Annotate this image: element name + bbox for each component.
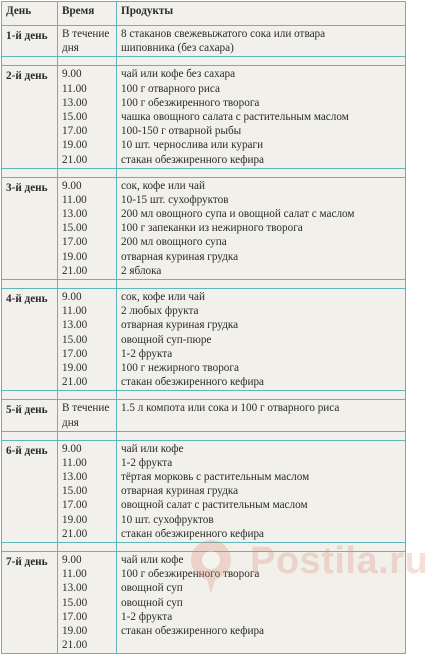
time-entry: 19.00 xyxy=(62,361,88,374)
product-entry: чай или кофе без сахара xyxy=(121,68,236,81)
day-cell xyxy=(2,289,58,391)
product-entry: 1-2 фрукта xyxy=(121,456,173,469)
day-label: 5-й день xyxy=(6,404,48,417)
product-entry: сок, кофе или чай xyxy=(121,291,205,303)
product-entry: тёртая морковь с растительным маслом xyxy=(121,471,310,484)
product-entry: 1.5 л компота или сока и 100 г отварного риса xyxy=(121,402,340,415)
time-entry: 19.00 xyxy=(62,139,88,152)
time-entry: 13.00 xyxy=(62,319,88,332)
time-entry: 21.00 xyxy=(62,639,88,652)
product-entry: 2 любых фрукта xyxy=(121,305,199,318)
header-day: День xyxy=(2,2,58,26)
spacer-cell xyxy=(58,543,117,552)
product-entry: 10 шт. чернослива или кураги xyxy=(121,139,264,152)
product-entry: стакан обезжиренного кефира xyxy=(121,624,265,637)
product-entry: 1-2 фрукта xyxy=(121,347,173,360)
products-cell xyxy=(117,177,406,279)
time-entry: 11.00 xyxy=(62,456,87,469)
row-spacer xyxy=(2,168,406,177)
product-entry: 100 г обезжиренного творога xyxy=(121,568,260,581)
time-entry: 19.00 xyxy=(62,250,88,263)
spacer-cell xyxy=(117,431,406,440)
products-cell xyxy=(117,400,406,431)
time-entry: 19.00 xyxy=(62,513,88,526)
products-cell xyxy=(117,26,406,57)
time-cell xyxy=(58,289,117,391)
day-cell xyxy=(2,66,58,168)
spacer-cell xyxy=(117,280,406,289)
spacer-cell xyxy=(2,57,58,66)
product-entry: сок, кофе или чай xyxy=(121,179,205,192)
day-label: 6-й день xyxy=(6,444,48,457)
product-entry: 100 г отварного риса xyxy=(121,82,220,95)
product-entry: овощной суп-пюре xyxy=(121,333,212,346)
time-entry: 15.00 xyxy=(62,485,88,498)
time-entry: 11.00 xyxy=(62,193,87,206)
spacer-cell xyxy=(117,168,406,177)
time-entry: 15.00 xyxy=(62,596,88,609)
day-label: 1-й день xyxy=(6,30,48,42)
table-row xyxy=(2,66,406,168)
time-entry: 9.00 xyxy=(62,68,82,81)
time-entry: В течение xyxy=(62,28,110,40)
day-cell xyxy=(2,440,58,542)
spacer-cell xyxy=(2,431,58,440)
time-entry: 17.00 xyxy=(62,125,88,138)
table-row xyxy=(2,400,406,431)
spacer-cell xyxy=(58,391,117,400)
time-entry: 21.00 xyxy=(62,264,88,277)
time-entry: 21.00 xyxy=(62,527,88,540)
time-entry: 17.00 xyxy=(62,499,88,512)
spacer-cell xyxy=(117,543,406,552)
table-body xyxy=(2,26,406,654)
time-entry: 13.00 xyxy=(62,471,88,484)
time-entry: 13.00 xyxy=(62,208,88,221)
time-cell xyxy=(58,177,117,279)
time-cell xyxy=(58,66,117,168)
time-entry: 21.00 xyxy=(62,153,88,166)
product-entry: 100 г обезжиренного творога xyxy=(121,96,260,109)
time-entry: 9.00 xyxy=(62,291,82,303)
spacer-cell xyxy=(2,168,58,177)
time-entry: 15.00 xyxy=(62,333,88,346)
time-entry: дня xyxy=(62,416,79,429)
product-entry: шиповника (без сахара) xyxy=(121,42,234,55)
product-entry: чашка овощного салата с растительным маслом xyxy=(121,110,349,123)
header-time: Время xyxy=(58,2,117,26)
spacer-cell xyxy=(2,280,58,289)
header-products: Продукты xyxy=(117,2,406,26)
product-entry: чай или кофе xyxy=(121,554,184,566)
day-label: 3-й день xyxy=(6,181,48,194)
day-cell xyxy=(2,26,58,57)
diet-plan-table xyxy=(1,1,406,654)
time-entry: 17.00 xyxy=(62,236,88,249)
product-entry: 200 мл овощного супа и овощной салат с маслом xyxy=(121,208,355,221)
product-entry: отварная куриная грудка xyxy=(121,319,239,332)
table-row xyxy=(2,177,406,279)
product-entry: стакан обезжиренного кефира xyxy=(121,153,265,166)
product-entry: 200 мл овощного супа xyxy=(121,236,227,249)
product-entry: овощной суп xyxy=(121,596,183,609)
time-entry: 15.00 xyxy=(62,222,88,235)
spacer-cell xyxy=(58,431,117,440)
watermark-text: Postila.ru xyxy=(250,540,428,582)
row-spacer xyxy=(2,57,406,66)
spacer-cell xyxy=(58,168,117,177)
day-cell xyxy=(2,400,58,431)
time-cell xyxy=(58,552,117,654)
time-cell xyxy=(58,26,117,57)
time-entry: В течение xyxy=(62,402,110,415)
product-entry: 100-150 г отварной рыбы xyxy=(121,125,242,138)
row-spacer xyxy=(2,543,406,552)
day-label: 2-й день xyxy=(6,70,48,83)
row-spacer xyxy=(2,280,406,289)
time-entry: 11.00 xyxy=(62,82,87,95)
product-entry: овощной салат с растительным маслом xyxy=(121,499,308,512)
product-entry: 10 шт. сухофруктов xyxy=(121,513,214,526)
table-row xyxy=(2,26,406,57)
product-entry: 2 яблока xyxy=(121,264,162,277)
day-cell xyxy=(2,177,58,279)
product-entry: отварная куриная грудка xyxy=(121,485,239,498)
spacer-cell xyxy=(2,391,58,400)
product-entry: 100 г нежирного творога xyxy=(121,361,239,374)
time-cell xyxy=(58,400,117,431)
time-entry: 13.00 xyxy=(62,582,88,595)
product-entry: 100 г запеканки из нежирного творога xyxy=(121,222,303,235)
row-spacer xyxy=(2,431,406,440)
products-cell xyxy=(117,552,406,654)
product-entry: отварная куриная грудка xyxy=(121,250,239,263)
row-spacer xyxy=(2,391,406,400)
spacer-cell xyxy=(2,543,58,552)
time-entry: 19.00 xyxy=(62,624,88,637)
time-entry: дня xyxy=(62,42,79,55)
product-entry: овощной суп xyxy=(121,582,183,595)
day-label: 4-й день xyxy=(6,293,48,305)
product-entry: 10-15 шт. сухофруктов xyxy=(121,193,229,206)
products-cell xyxy=(117,289,406,391)
product-entry: чай или кофе xyxy=(121,442,184,455)
time-entry: 15.00 xyxy=(62,110,88,123)
product-entry: 8 стаканов свежевыжатого сока или отвара xyxy=(121,28,326,40)
products-cell xyxy=(117,440,406,542)
table-header-row xyxy=(2,2,406,26)
spacer-cell xyxy=(58,57,117,66)
table-row xyxy=(2,289,406,391)
time-entry: 11.00 xyxy=(62,568,87,581)
day-label: 7-й день xyxy=(6,556,48,568)
time-entry: 9.00 xyxy=(62,554,82,566)
spacer-cell xyxy=(117,391,406,400)
spacer-cell xyxy=(58,280,117,289)
table-row xyxy=(2,552,406,654)
spacer-cell xyxy=(117,57,406,66)
time-entry: 21.00 xyxy=(62,376,88,389)
time-entry: 9.00 xyxy=(62,442,82,455)
time-entry: 17.00 xyxy=(62,347,88,360)
product-entry: 1-2 фрукта xyxy=(121,610,173,623)
product-entry: стакан обезжиренного кефира xyxy=(121,376,265,389)
time-entry: 13.00 xyxy=(62,96,88,109)
time-entry: 17.00 xyxy=(62,610,88,623)
time-entry: 9.00 xyxy=(62,179,82,192)
time-entry: 11.00 xyxy=(62,305,87,318)
table-row xyxy=(2,440,406,542)
time-cell xyxy=(58,440,117,542)
day-cell xyxy=(2,552,58,654)
products-cell xyxy=(117,66,406,168)
product-entry: стакан обезжиренного кефира xyxy=(121,527,265,540)
